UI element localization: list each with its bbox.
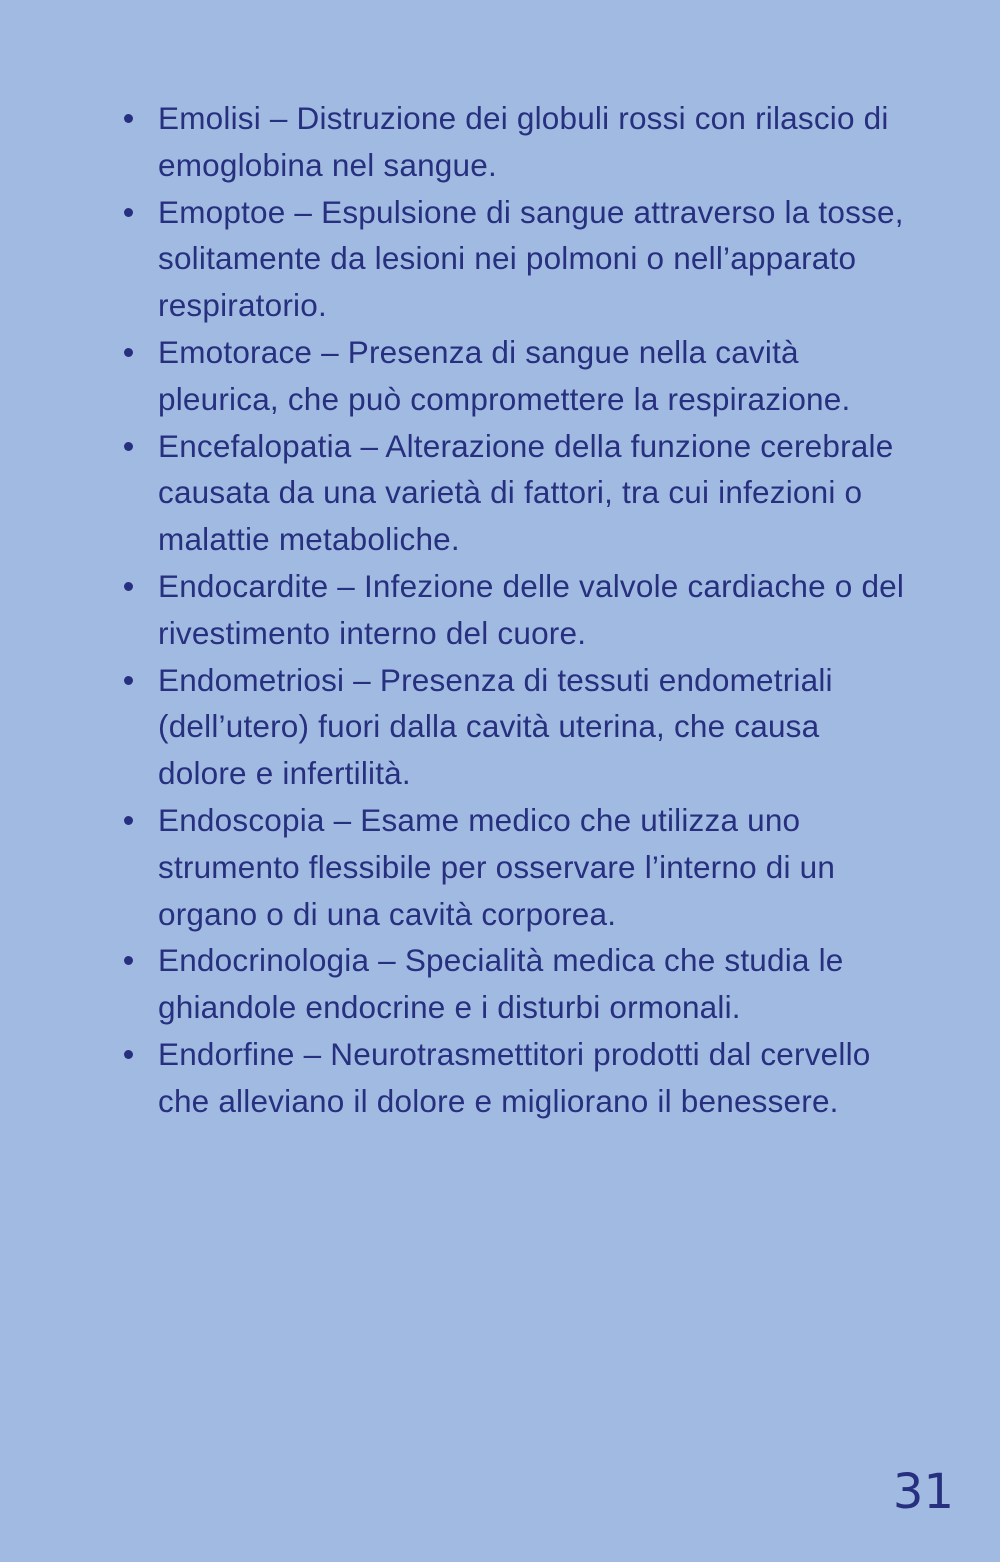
entry-term: Emolisi [158,100,261,136]
glossary-entry [120,563,910,657]
entry-definition: Esame medico che utilizza uno strumento flessibile per osservare l’interno di un organo o di una cavità corporea. [158,801,836,932]
glossary-entry [120,657,910,797]
bullet-icon [124,816,133,825]
entry-separator: – [369,942,405,979]
entry-separator: – [312,333,348,370]
entry-definition: Presenza di sangue nella cavità pleurica, che può compromettere la respirazione. [158,333,851,417]
entry-definition: Neurotrasmettitori prodotti dal cervello che alleviano il dolore e migliorano il benessere. [158,1035,871,1119]
entry-definition: Distruzione dei globuli rossi con rilascio di emoglobina nel sangue. [158,100,889,183]
bullet-icon [124,582,133,591]
entry-separator: – [294,1035,331,1072]
bullet-icon [124,114,133,123]
glossary-entry [120,329,910,423]
entry-term: Encefalopatia [158,427,352,464]
entry-term: Endoscopia [158,801,325,838]
glossary-entry [120,937,910,1031]
entry-separator: – [351,427,386,464]
entry-term: Emotorace [158,333,313,370]
bullet-icon [124,348,133,357]
entry-term: Endocrinologia [158,942,370,979]
page-number: 31 [892,1464,954,1520]
bullet-icon [124,442,133,451]
glossary-list [120,95,910,1125]
bullet-icon [124,676,133,685]
entry-definition: Espulsione di sangue attraverso la tosse, solitamente da lesioni nei polmoni o nell’apparato respiratorio. [158,193,904,324]
glossary-entry [120,1031,910,1125]
entry-separator: – [285,193,322,230]
glossary-entry [120,423,910,563]
entry-term: Emoptoe [158,193,286,230]
bullet-icon [124,208,133,217]
entry-separator: – [328,567,364,604]
entry-separator: – [260,100,297,136]
entry-separator: – [344,661,380,698]
entry-term: Endocardite [158,567,329,604]
glossary-entry [120,95,910,189]
entry-definition: Alterazione della funzione cerebrale causata da una varietà di fattori, tra cui infezioni o malattie metaboliche. [158,427,894,558]
glossary-entry [120,797,910,937]
entry-definition: Specialità medica che studia le ghiandole endocrine e i disturbi ormonali. [158,942,844,1026]
glossary-entry [120,189,910,329]
bullet-icon [124,956,133,965]
bullet-icon [124,1050,133,1059]
entry-term: Endorfine [158,1035,295,1072]
entry-separator: – [324,801,361,838]
entry-definition: Presenza di tessuti endometriali (dell’utero) fuori dalla cavità uterina, che causa dolore e infertilità. [158,661,833,792]
entry-definition: Infezione delle valvole cardiache o del rivestimento interno del cuore. [158,567,905,651]
entry-term: Endometriosi [158,661,345,698]
